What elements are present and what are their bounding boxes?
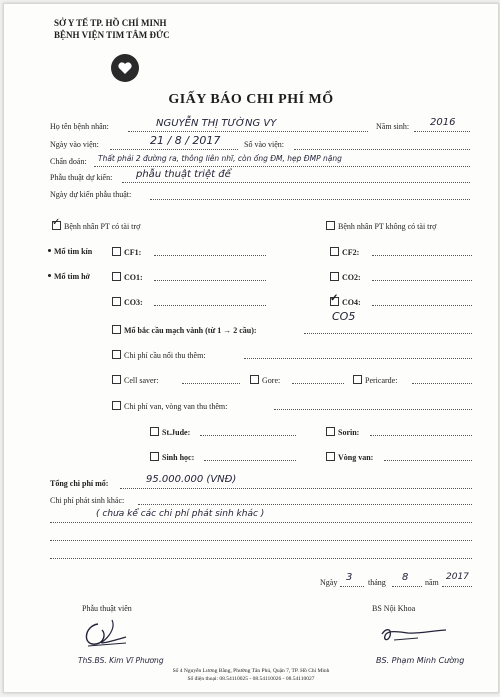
planned-date-line xyxy=(150,199,470,200)
pericarde-line xyxy=(412,383,472,384)
co4-option[interactable]: ✓ CO4: xyxy=(330,297,361,307)
gore-option[interactable]: Gore: xyxy=(250,375,280,385)
surgeon-signature-icon xyxy=(72,616,142,650)
cf2-option[interactable]: CF2: xyxy=(330,247,359,257)
bullet-icon xyxy=(48,274,51,277)
internist-title: BS Nội Khoa xyxy=(372,604,416,613)
surgeon-title: Phẫu thuật viên xyxy=(82,604,132,613)
bullet-icon xyxy=(48,249,51,252)
cell-saver-checkbox[interactable] xyxy=(112,375,121,384)
surgeon-name: ThS.BS. Kim Vĩ Phương xyxy=(78,656,164,665)
hospital-name: BỆNH VIỆN TIM TÂM ĐỨC xyxy=(54,30,170,40)
date-year-line xyxy=(442,586,472,587)
co3-option[interactable]: CO3: xyxy=(112,297,143,307)
other-costs-line-1 xyxy=(138,504,472,505)
co1-option[interactable]: CO1: xyxy=(112,272,143,282)
cf1-line xyxy=(154,255,266,256)
total-cost-value: 95.000.000 (VNĐ) xyxy=(146,474,237,485)
cell-saver-option[interactable]: Cell saver: xyxy=(112,375,158,385)
sponsored-option[interactable] xyxy=(52,221,140,231)
valve-ring-line xyxy=(384,460,472,461)
valve-ring-checkbox[interactable] xyxy=(326,452,335,461)
birth-year-line xyxy=(414,131,470,132)
st-jude-line xyxy=(200,435,296,436)
co2-line xyxy=(372,280,472,281)
patient-name-value: NGUYỄN THỊ TƯỜNG VY xyxy=(156,118,277,129)
pericarde-option[interactable]: Pericarde: xyxy=(353,375,397,385)
cost-notice-document xyxy=(3,3,499,693)
co2-option[interactable]: CO2: xyxy=(330,272,361,282)
planned-surgery-value: phẫu thuật triệt để xyxy=(136,169,231,180)
co4-line xyxy=(372,305,472,306)
valve-extra-option[interactable]: Chi phí van, vòng van thu thêm: xyxy=(112,401,227,411)
planned-surgery-label: Phẫu thuật dự kiến: xyxy=(50,173,113,182)
gore-line xyxy=(292,383,344,384)
date-day-label: Ngày xyxy=(320,578,338,587)
bypass-line xyxy=(304,333,472,334)
co1-line xyxy=(154,280,266,281)
diagnosis-line xyxy=(94,166,470,167)
cf1-checkbox[interactable] xyxy=(112,247,121,256)
bypass-checkbox[interactable] xyxy=(112,325,121,334)
bypass-option[interactable]: Mổ bắc cầu mạch vành (từ 1 → 2 cầu): xyxy=(112,325,257,335)
dept-name: SỞ Y TẾ TP. HỒ CHÍ MINH xyxy=(54,18,167,28)
co2-checkbox[interactable] xyxy=(330,272,339,281)
admit-date-value: 21 / 8 / 2017 xyxy=(150,134,221,147)
gore-checkbox[interactable] xyxy=(250,375,259,384)
co3-checkbox[interactable] xyxy=(112,297,121,306)
internist-name: BS. Phạm Minh Cường xyxy=(376,656,465,665)
document-title: GIẤY BÁO CHI PHÍ MỔ xyxy=(168,92,334,107)
bridge-extra-line xyxy=(244,358,472,359)
bridge-extra-option[interactable]: Chi phí cầu nối thu thêm: xyxy=(112,350,206,360)
other-costs-label: Chi phí phát sinh khác: xyxy=(50,496,125,505)
pericarde-checkbox[interactable] xyxy=(353,375,362,384)
internist-signature-icon xyxy=(374,618,454,648)
admission-no-label: Số vào viện: xyxy=(244,140,284,149)
birth-year-value: 2016 xyxy=(430,117,456,128)
birth-year-label: Năm sinh: xyxy=(376,122,410,131)
bio-valve-option[interactable]: Sinh học: xyxy=(150,452,194,462)
admission-no-line xyxy=(294,149,470,150)
other-costs-value: ( chưa kể các chi phí phát sinh khác ) xyxy=(96,509,265,519)
date-year-value: 2017 xyxy=(446,572,469,582)
unsponsored-label: Bệnh nhân PT không có tài trợ xyxy=(338,222,437,231)
co4-checkbox[interactable] xyxy=(330,297,339,306)
co4-handwritten-value: CO5 xyxy=(332,310,356,323)
patient-name-line xyxy=(128,131,368,132)
heart-logo-icon xyxy=(110,53,140,83)
patient-name-label: Họ tên bệnh nhân: xyxy=(50,122,109,131)
sponsored-label: Bệnh nhân PT có tài trợ xyxy=(64,222,141,231)
unsponsored-option[interactable] xyxy=(326,221,436,231)
date-day-value: 3 xyxy=(346,572,353,583)
valve-extra-checkbox[interactable] xyxy=(112,401,121,410)
planned-date-label: Ngày dự kiến phẫu thuật: xyxy=(50,190,132,199)
open-heart-label: Mổ tim hở xyxy=(48,272,90,281)
sorin-checkbox[interactable] xyxy=(326,427,335,436)
other-costs-line-4 xyxy=(50,558,472,559)
other-costs-line-2 xyxy=(50,522,472,523)
admit-date-label: Ngày vào viện: xyxy=(50,140,99,149)
sorin-line xyxy=(370,435,472,436)
date-month-label: tháng xyxy=(368,578,386,587)
st-jude-option[interactable]: St.Jude: xyxy=(150,427,190,437)
diagnosis-label: Chẩn đoán: xyxy=(50,157,87,166)
closed-heart-label: Mổ tim kín xyxy=(48,247,92,256)
sorin-option[interactable]: Sorin: xyxy=(326,427,359,437)
valve-ring-option[interactable]: Vòng van: xyxy=(326,452,373,462)
total-cost-line xyxy=(120,488,472,489)
date-month-value: 8 xyxy=(402,572,409,583)
co3-line xyxy=(154,305,266,306)
planned-surgery-line xyxy=(122,182,470,183)
co1-checkbox[interactable] xyxy=(112,272,121,281)
bio-valve-line xyxy=(204,460,296,461)
date-day-line xyxy=(340,586,364,587)
cell-saver-line xyxy=(182,383,240,384)
valve-extra-line xyxy=(274,409,472,410)
sponsored-checkbox[interactable] xyxy=(52,221,61,230)
cf2-line xyxy=(372,255,472,256)
st-jude-checkbox[interactable] xyxy=(150,427,159,436)
date-year-label: năm xyxy=(425,578,439,587)
footer-address: Số 4 Nguyễn Lương Bằng, Phường Tân Phú, Quận 7, TP. Hồ Chí Minh xyxy=(172,668,330,674)
footer-phone: Số điện thoại: 08.54110025 - 08.54110026 - 08.54110027 xyxy=(187,676,315,682)
bridge-extra-checkbox[interactable] xyxy=(112,350,121,359)
admit-date-line xyxy=(110,149,238,150)
cf2-checkbox[interactable] xyxy=(330,247,339,256)
bio-valve-checkbox[interactable] xyxy=(150,452,159,461)
cf1-option[interactable]: CF1: xyxy=(112,247,141,257)
total-cost-label: Tổng chi phí mổ: xyxy=(50,479,109,488)
date-month-line xyxy=(392,586,422,587)
diagnosis-value: Thất phải 2 đường ra, thông liên nhĩ, còn ống ĐM, hẹp ĐMP nặng xyxy=(98,154,342,163)
unsponsored-checkbox[interactable] xyxy=(326,221,335,230)
other-costs-line-3 xyxy=(50,540,472,541)
